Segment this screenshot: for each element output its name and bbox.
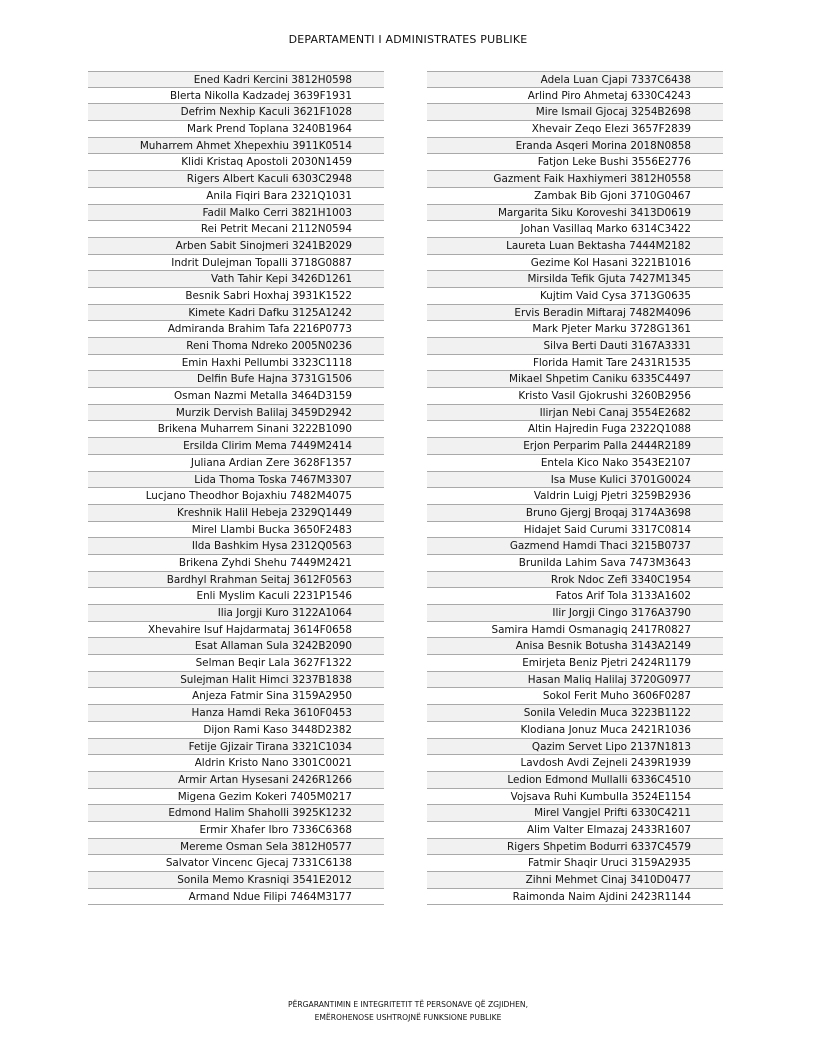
list-item: Murzik Dervish Balilaj 3459D2942	[88, 405, 384, 422]
list-item: Gazmend Hamdi Thaci 3215B0737	[427, 538, 723, 555]
list-item: Eranda Asqeri Morina 2018N0858	[427, 138, 723, 155]
list-item: Valdrin Luigj Pjetri 3259B2936	[427, 488, 723, 505]
list-item: Lucjano Theodhor Bojaxhiu 7482M4075	[88, 488, 384, 505]
list-item: Ened Kadri Kercini 3812H0598	[88, 71, 384, 88]
list-item: Defrim Nexhip Kaculi 3621F1028	[88, 104, 384, 121]
list-item: Fatjon Leke Bushi 3556E2776	[427, 154, 723, 171]
list-item: Armir Artan Hysesani 2426R1266	[88, 772, 384, 789]
list-item: Xhevahire Isuf Hajdarmataj 3614F0658	[88, 622, 384, 639]
list-item: Silva Berti Dauti 3167A3331	[427, 338, 723, 355]
list-item: Altin Hajredin Fuga 2322Q1088	[427, 421, 723, 438]
list-item: Bruno Gjergj Broqaj 3174A3698	[427, 505, 723, 522]
page-title: DEPARTAMENTI I ADMINISTRATES PUBLIKE	[288, 33, 528, 46]
list-item: Hanza Hamdi Reka 3610F0453	[88, 705, 384, 722]
list-item: Rigers Albert Kaculi 6303C2948	[88, 171, 384, 188]
list-item: Blerta Nikolla Kadzadej 3639F1931	[88, 88, 384, 105]
list-item: Mikael Shpetim Caniku 6335C4497	[427, 371, 723, 388]
list-item: Osman Nazmi Metalla 3464D3159	[88, 388, 384, 405]
list-item: Adela Luan Cjapi 7337C6438	[427, 71, 723, 88]
list-item: Juliana Ardian Zere 3628F1357	[88, 455, 384, 472]
list-item: Fetije Gjizair Tirana 3321C1034	[88, 739, 384, 756]
list-item: Brunilda Lahim Sava 7473M3643	[427, 555, 723, 572]
list-item: Laureta Luan Bektasha 7444M2182	[427, 238, 723, 255]
list-item: Vojsava Ruhi Kumbulla 3524E1154	[427, 789, 723, 806]
list-item: Muharrem Ahmet Xhepexhiu 3911K0514	[88, 138, 384, 155]
list-item: Klidi Kristaq Apostoli 2030N1459	[88, 154, 384, 171]
list-item: Klodiana Jonuz Muca 2421R1036	[427, 722, 723, 739]
list-item: Gazment Faik Haxhiymeri 3812H0558	[427, 171, 723, 188]
list-item: Ledion Edmond Mullalli 6336C4510	[427, 772, 723, 789]
list-item: Indrit Dulejman Topalli 3718G0887	[88, 255, 384, 272]
list-item: Johan Vasillaq Marko 6314C3422	[427, 221, 723, 238]
list-item: Ilir Jorgji Cingo 3176A3790	[427, 605, 723, 622]
list-item: Arlind Piro Ahmetaj 6330C4243	[427, 88, 723, 105]
list-item: Hidajet Said Curumi 3317C0814	[427, 522, 723, 539]
list-item: Isa Muse Kulici 3701G0024	[427, 472, 723, 489]
list-item: Ersilda Clirim Mema 7449M2414	[88, 438, 384, 455]
list-item: Anila Fiqiri Bara 2321Q1031	[88, 188, 384, 205]
list-item: Xhevair Zeqo Elezi 3657F2839	[427, 121, 723, 138]
list-item: Mire Ismail Gjocaj 3254B2698	[427, 104, 723, 121]
list-item: Selman Beqir Lala 3627F1322	[88, 655, 384, 672]
list-item: Gezime Kol Hasani 3221B1016	[427, 255, 723, 272]
list-item: Anisa Besnik Botusha 3143A2149	[427, 638, 723, 655]
list-item: Florida Hamit Tare 2431R1535	[427, 355, 723, 372]
list-item: Salvator Vincenc Gjecaj 7331C6138	[88, 855, 384, 872]
list-item: Mark Prend Toplana 3240B1964	[88, 121, 384, 138]
list-item: Edmond Halim Shaholli 3925K1232	[88, 805, 384, 822]
list-item: Kimete Kadri Dafku 3125A1242	[88, 305, 384, 322]
footer-line-2: EMËROHENOSE USHTROJNË FUNKSIONE PUBLIKE	[314, 1013, 502, 1022]
list-item: Mirel Llambi Bucka 3650F2483	[88, 522, 384, 539]
list-item: Ervis Beradin Miftaraj 7482M4096	[427, 305, 723, 322]
list-item: Ilia Jorgji Kuro 3122A1064	[88, 605, 384, 622]
left-column	[88, 71, 384, 905]
list-item: Samira Hamdi Osmanagiq 2417R0827	[427, 622, 723, 639]
list-item: Entela Kico Nako 3543E2107	[427, 455, 723, 472]
list-item: Fatos Arif Tola 3133A1602	[427, 588, 723, 605]
list-item: Besnik Sabri Hoxhaj 3931K1522	[88, 288, 384, 305]
list-item: Mirel Vangjel Prifti 6330C4211	[427, 805, 723, 822]
list-item: Fadil Malko Cerri 3821H1003	[88, 205, 384, 222]
list-item: Admiranda Brahim Tafa 2216P0773	[88, 321, 384, 338]
list-item: Brikena Zyhdi Shehu 7449M2421	[88, 555, 384, 572]
list-item: Kreshnik Halil Hebeja 2329Q1449	[88, 505, 384, 522]
footer	[0, 998, 816, 1024]
list-item: Fatmir Shaqir Uruci 3159A2935	[427, 855, 723, 872]
list-item: Emin Haxhi Pellumbi 3323C1118	[88, 355, 384, 372]
list-item: Armand Ndue Filipi 7464M3177	[88, 889, 384, 906]
list-item: Arben Sabit Sinojmeri 3241B2029	[88, 238, 384, 255]
list-item: Ilda Bashkim Hysa 2312Q0563	[88, 538, 384, 555]
list-item: Hasan Maliq Halilaj 3720G0977	[427, 672, 723, 689]
list-item: Ermir Xhafer Ibro 7336C6368	[88, 822, 384, 839]
list-item: Lida Thoma Toska 7467M3307	[88, 472, 384, 489]
list-item: Alim Valter Elmazaj 2433R1607	[427, 822, 723, 839]
list-item: Esat Allaman Sula 3242B2090	[88, 638, 384, 655]
list-item: Rigers Shpetim Bodurri 6337C4579	[427, 839, 723, 856]
list-item: Dijon Rami Kaso 3448D2382	[88, 722, 384, 739]
list-item: Rrok Ndoc Zefi 3340C1954	[427, 572, 723, 589]
list-item: Vath Tahir Kepi 3426D1261	[88, 271, 384, 288]
list-item: Migena Gezim Kokeri 7405M0217	[88, 789, 384, 806]
list-item: Anjeza Fatmir Sina 3159A2950	[88, 688, 384, 705]
list-item: Sokol Ferit Muho 3606F0287	[427, 688, 723, 705]
list-item: Raimonda Naim Ajdini 2423R1144	[427, 889, 723, 906]
list-item: Bardhyl Rrahman Seitaj 3612F0563	[88, 572, 384, 589]
list-item: Mark Pjeter Marku 3728G1361	[427, 321, 723, 338]
right-column	[427, 71, 723, 905]
list-item: Emirjeta Beniz Pjetri 2424R1179	[427, 655, 723, 672]
list-item: Lavdosh Avdi Zejneli 2439R1939	[427, 755, 723, 772]
list-item: Mereme Osman Sela 3812H0577	[88, 839, 384, 856]
list-item: Zihni Mehmet Cinaj 3410D0477	[427, 872, 723, 889]
list-item: Enli Myslim Kaculi 2231P1546	[88, 588, 384, 605]
list-item: Sonila Memo Krasniqi 3541E2012	[88, 872, 384, 889]
list-item: Aldrin Kristo Nano 3301C0021	[88, 755, 384, 772]
list-item: Delfin Bufe Hajna 3731G1506	[88, 371, 384, 388]
list-item: Ilirjan Nebi Canaj 3554E2682	[427, 405, 723, 422]
list-item: Rei Petrit Mecani 2112N0594	[88, 221, 384, 238]
list-item: Kristo Vasil Gjokrushi 3260B2956	[427, 388, 723, 405]
list-item: Sulejman Halit Himci 3237B1838	[88, 672, 384, 689]
list-item: Margarita Siku Koroveshi 3413D0619	[427, 205, 723, 222]
list-item: Qazim Servet Lipo 2137N1813	[427, 739, 723, 756]
list-item: Kujtim Vaid Cysa 3713G0635	[427, 288, 723, 305]
list-item: Erjon Perparim Palla 2444R2189	[427, 438, 723, 455]
footer-line-1: PËRGARANTIMIN E INTEGRITETIT TË PERSONAVE QË ZGJIDHEN,	[288, 1000, 528, 1009]
list-item: Zambak Bib Gjoni 3710G0467	[427, 188, 723, 205]
list-item: Reni Thoma Ndreko 2005N0236	[88, 338, 384, 355]
list-item: Brikena Muharrem Sinani 3222B1090	[88, 421, 384, 438]
list-item: Mirsilda Tefik Gjuta 7427M1345	[427, 271, 723, 288]
list-item: Sonila Veledin Muca 3223B1122	[427, 705, 723, 722]
